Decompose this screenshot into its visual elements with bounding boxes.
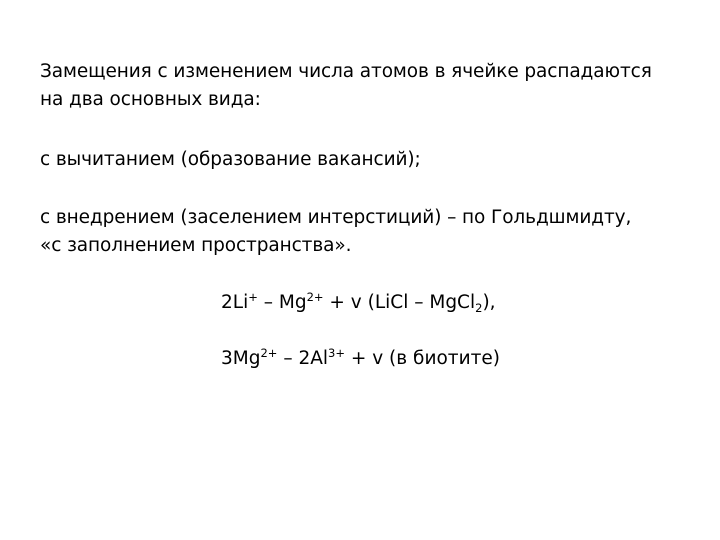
paragraph-insertion bbox=[40, 204, 700, 260]
formula-text: + v (LiCl – MgCl bbox=[323, 292, 476, 313]
formula-biotite bbox=[221, 345, 500, 373]
formula-superscript: 2+ bbox=[260, 346, 278, 360]
formula-licl-mgcl2 bbox=[221, 289, 496, 317]
paragraph-line: «с заполнением пространства». bbox=[40, 235, 352, 256]
formula-superscript: + bbox=[248, 290, 258, 304]
formula-subscript: 2 bbox=[475, 301, 483, 315]
paragraph-line: Замещения с изменением числа атомов в ячейке распадаются bbox=[40, 61, 652, 82]
formula-superscript: 2+ bbox=[306, 290, 324, 304]
formula-text: ), bbox=[482, 292, 496, 313]
paragraph-subtraction bbox=[40, 146, 700, 174]
formula-text: – 2Al bbox=[277, 348, 329, 369]
paragraph-line: с вычитанием (образование вакансий); bbox=[40, 149, 421, 170]
paragraph-substitution-types bbox=[40, 58, 700, 114]
formula-text: 3Mg bbox=[221, 348, 261, 369]
formula-superscript: 3+ bbox=[328, 346, 345, 360]
formula-text: – Mg bbox=[257, 292, 307, 313]
formula-text: + v (в биотите) bbox=[344, 348, 500, 369]
paragraph-line: на два основных вида: bbox=[40, 89, 261, 110]
formula-text: 2Li bbox=[221, 292, 249, 313]
paragraph-line: с внедрением (заселением интерстиций) – по Гольдшмидту, bbox=[40, 207, 632, 228]
